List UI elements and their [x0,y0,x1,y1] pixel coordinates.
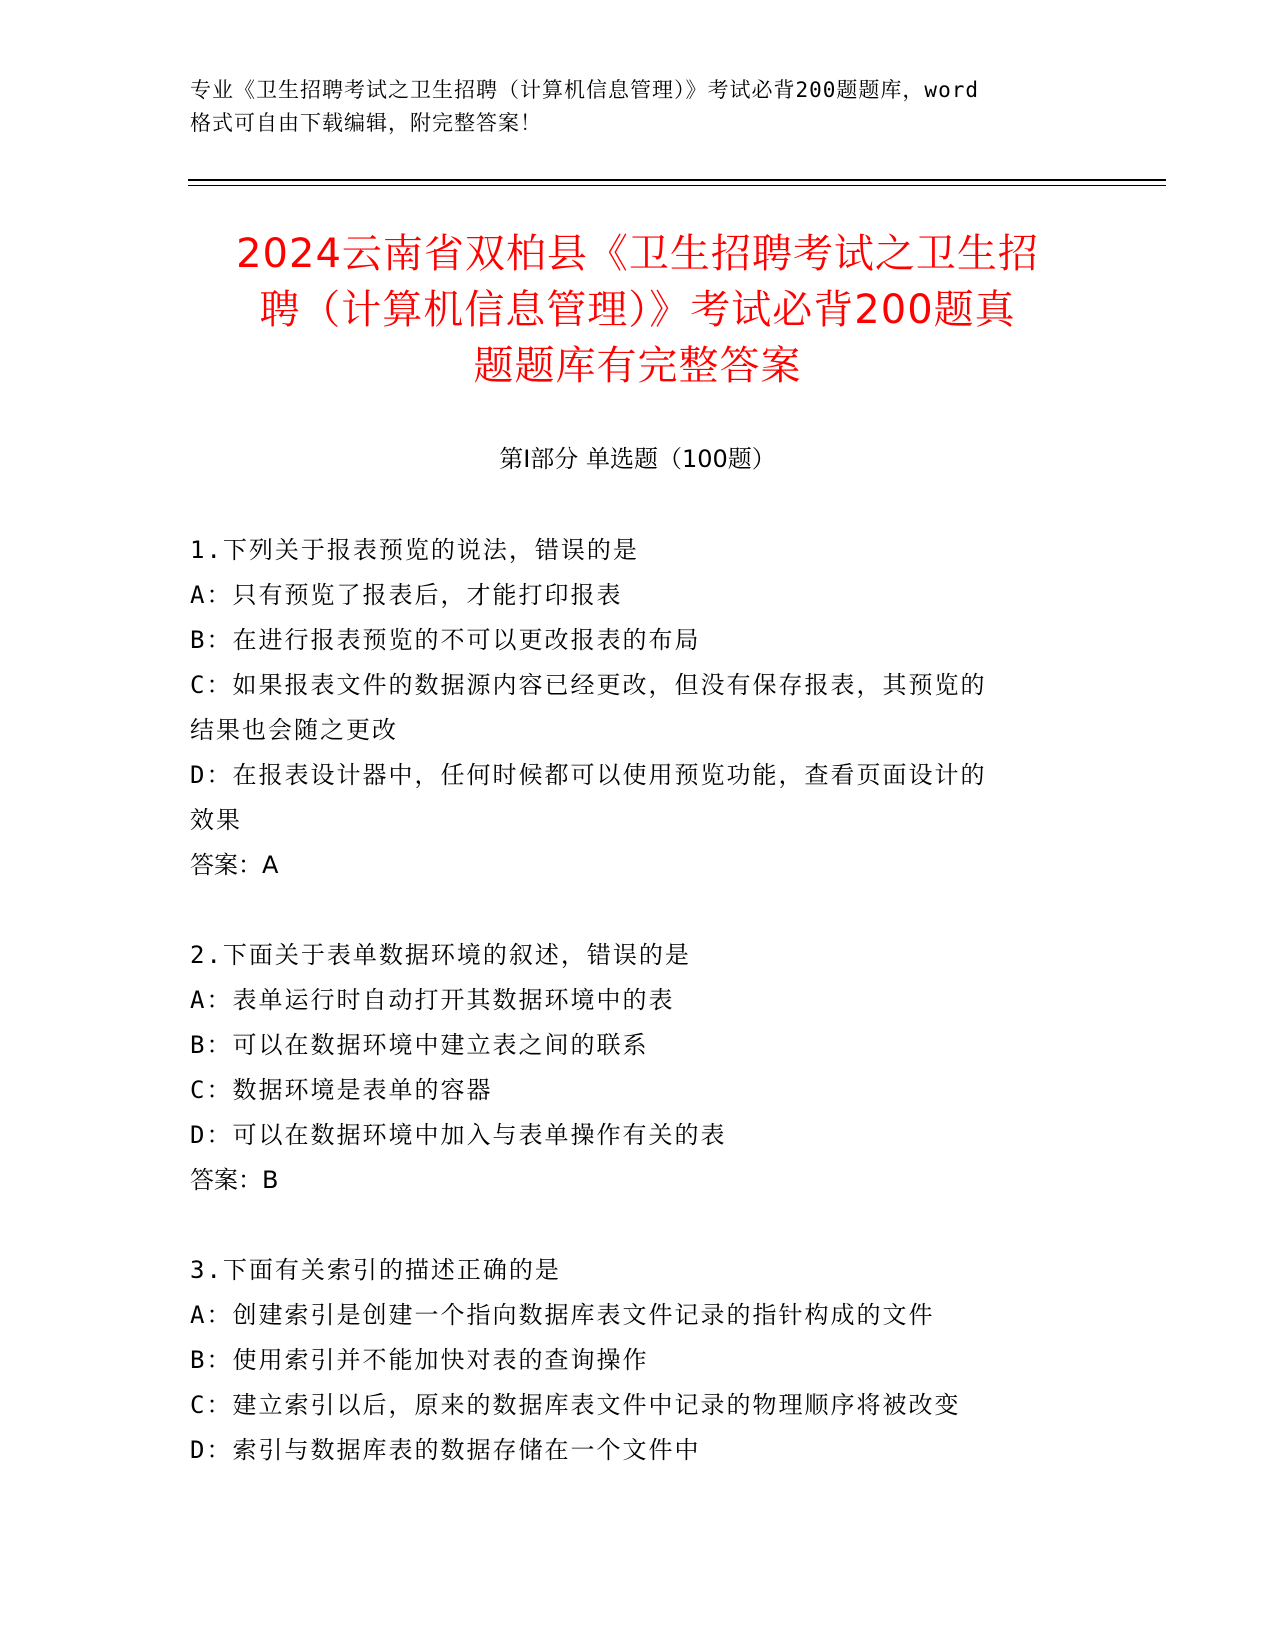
header-note [190,74,1090,140]
question-2 [190,933,1090,1203]
option-d: D：在报表设计器中，任何时候都可以使用预览功能，查看页面设计的 [190,761,987,789]
header-divider-thick [188,179,1166,181]
option-a: A：创建索引是创建一个指向数据库表文件记录的指针构成的文件 [190,1301,935,1329]
option-c: C：数据环境是表单的容器 [190,1076,493,1104]
title-line-3: 题题库有完整答案 [473,343,802,389]
option-b: B：可以在数据环境中建立表之间的联系 [190,1031,649,1059]
answer: 答案：A [190,851,279,879]
question-list [190,528,1090,1518]
option-d: D：索引与数据库表的数据存储在一个文件中 [190,1436,701,1464]
section-heading: 第I部分 单选题（100题） [499,445,776,473]
question-stem: 1.下列关于报表预览的说法，错误的是 [190,536,639,564]
option-b: B：使用索引并不能加快对表的查询操作 [190,1346,649,1374]
question-3 [190,1248,1090,1473]
header-note-line-1: 专业《卫生招聘考试之卫生招聘（计算机信息管理）》考试必背200题题库，word [190,78,979,102]
document-title [180,226,1095,394]
option-b: B：在进行报表预览的不可以更改报表的布局 [190,626,701,654]
option-a: A：表单运行时自动打开其数据环境中的表 [190,986,675,1014]
title-line-2: 聘（计算机信息管理）》考试必背200题真 [259,287,1016,333]
title-line-1: 2024云南省双柏县《卫生招聘考试之卫生招 [236,231,1039,277]
option-c: C：建立索引以后，原来的数据库表文件中记录的物理顺序将被改变 [190,1391,961,1419]
header-note-line-2: 格式可自由下载编辑，附完整答案！ [190,111,542,135]
option-a: A：只有预览了报表后，才能打印报表 [190,581,623,609]
option-c: C：如果报表文件的数据源内容已经更改，但没有保存报表，其预览的 [190,671,987,699]
question-stem: 3.下面有关索引的描述正确的是 [190,1256,561,1284]
answer: 答案：B [190,1166,279,1194]
option-d-continued: 效果 [190,806,242,834]
option-c-continued: 结果也会随之更改 [190,716,398,744]
question-1 [190,528,1090,888]
question-stem: 2.下面关于表单数据环境的叙述，错误的是 [190,941,691,969]
option-d: D：可以在数据环境中加入与表单操作有关的表 [190,1121,727,1149]
header-divider-thin [188,185,1166,186]
